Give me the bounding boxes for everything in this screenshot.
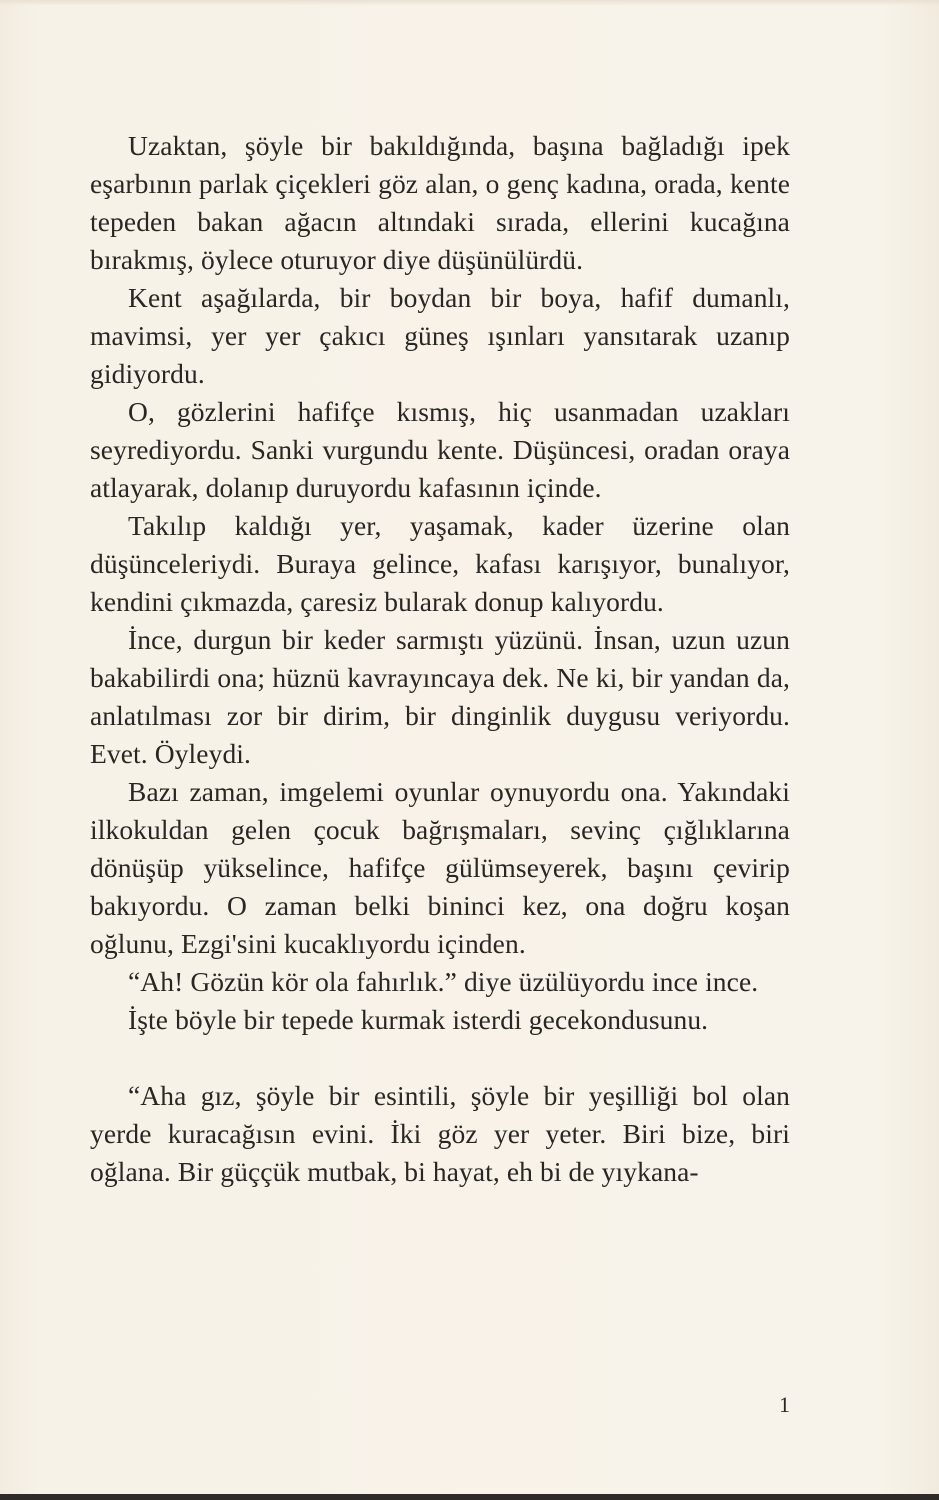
paragraph: O, gözlerini hafifçe kısmış, hiç usanmadan uzakları seyrediyordu. Sanki vurgundu kente. Düşüncesi, oradan oraya atlayarak, dolanıp duruyordu kafasının içinde. — [90, 396, 790, 503]
paragraph: İşte böyle bir tepede kurmak isterdi gecekondusunu. — [128, 1004, 709, 1035]
paragraph: Kent aşağılarda, bir boydan bir boya, hafif dumanlı, mavimsi, yer yer çakıcı güneş ışınları yansıtarak uzanıp gidiyordu. — [90, 282, 790, 389]
page-bottom-edge — [0, 1494, 939, 1500]
paragraph: Bazı zaman, imgelemi oyunlar oynuyordu ona. Yakındaki ilkokuldan gelen çocuk bağrışmaları, sevinç çığlıklarına dönüşüp yükselince, hafifçe gülümseyerek, başını çevirip bakıyordu. O zaman belki bininci kez, ona doğru koşan oğlunu, Ezgi'sini kucaklıyordu içinden. — [90, 776, 790, 959]
paragraph: Takılıp kaldığı yer, yaşamak, kader üzerine olan düşünceleriydi. Buraya gelince, kafası karışıyor, bunalıyor, kendini çıkmazda, çaresiz bularak donup kalıyordu. — [90, 510, 790, 617]
paragraph: “Aha gız, şöyle bir esintili, şöyle bir yeşilliği bol olan yerde kuracağısın evini. İki göz yer yeter. Biri bize, biri oğlana. Bir güççük mutbak, bi hayat, eh bi de yıykana- — [90, 1080, 790, 1187]
paragraph: “Ah! Gözün kör ola fahırlık.” diye üzülüyordu ince ince. — [128, 966, 759, 997]
body-text — [90, 127, 790, 1191]
page-top-edge — [0, 0, 939, 6]
paragraph: Uzaktan, şöyle bir bakıldığında, başına bağladığı ipek eşarbının parlak çiçekleri göz alan, o genç kadına, orada, kente tepeden bakan ağacın altındaki sırada, ellerini kucağına bırakmış, öylece oturuyor diye düşünülürdü. — [90, 130, 790, 275]
page-number: 1 — [779, 1392, 790, 1417]
section-break — [90, 1039, 790, 1077]
paragraph: İnce, durgun bir keder sarmıştı yüzünü. İnsan, uzun uzun bakabilirdi ona; hüznü kavrayıncaya dek. Ne ki, bir yandan da, anlatılması zor bir dirim, bir dinginlik duygusu veriyordu. Evet. Öyleydi. — [90, 624, 790, 769]
